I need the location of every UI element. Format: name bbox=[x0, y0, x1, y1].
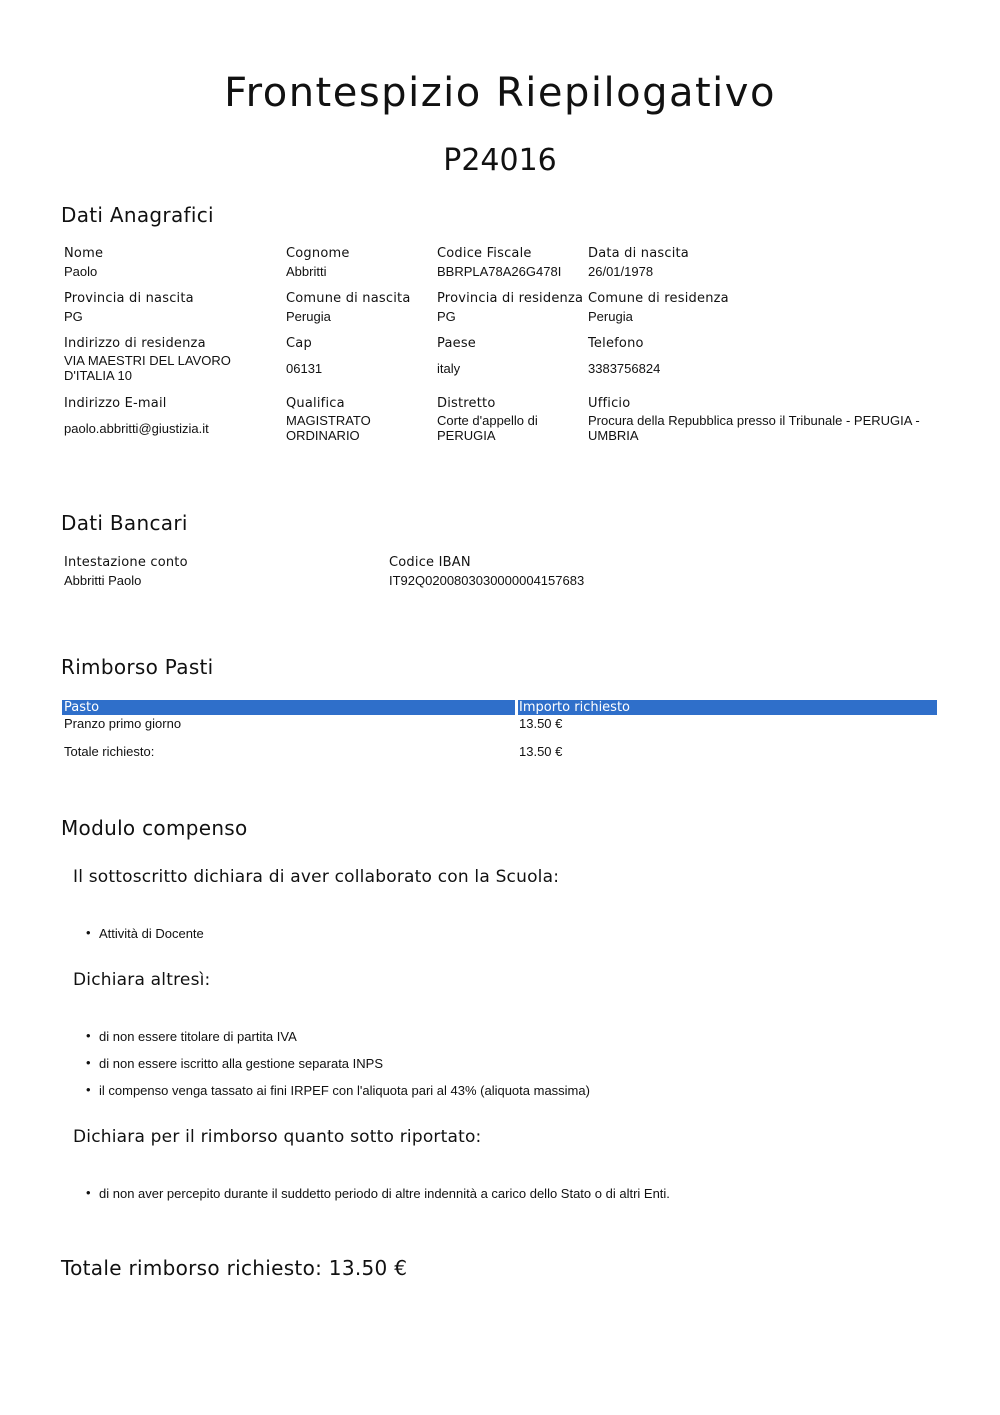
refund-heading: Dichiara per il rimborso quanto sotto riportato: bbox=[73, 1127, 482, 1147]
field-value: VIA MAESTRI DEL LAVORO D'ITALIA 10 bbox=[64, 353, 231, 383]
field-qualifica bbox=[286, 396, 426, 443]
field-provincia-nascita bbox=[64, 291, 274, 324]
field-value: 26/01/1978 bbox=[588, 264, 654, 279]
field-distretto bbox=[437, 396, 577, 443]
field-label: Data di nascita bbox=[588, 246, 689, 261]
field-value: 3383756824 bbox=[588, 361, 661, 376]
field-value: italy bbox=[437, 361, 461, 376]
field-value: Corte d'appello di PERUGIA bbox=[437, 413, 538, 443]
field-label: Provincia di nascita bbox=[64, 291, 194, 306]
field-ufficio bbox=[588, 396, 928, 443]
column-header-importo: Importo richiesto bbox=[519, 700, 631, 715]
document-title: Frontespizio Riepilogativo bbox=[224, 70, 776, 116]
section-title-modulo: Modulo compenso bbox=[61, 816, 248, 840]
section-title-anagrafici: Dati Anagrafici bbox=[61, 203, 214, 227]
table-total-value: 13.50 € bbox=[519, 744, 563, 759]
field-label: Indirizzo di residenza bbox=[64, 336, 206, 351]
section-title-bancari: Dati Bancari bbox=[61, 511, 188, 535]
field-value: MAGISTRATO ORDINARIO bbox=[286, 413, 371, 443]
field-telefono bbox=[588, 336, 928, 376]
field-label: Codice IBAN bbox=[389, 555, 471, 570]
field-comune-nascita bbox=[286, 291, 426, 324]
field-cap bbox=[286, 336, 426, 376]
field-value: Perugia bbox=[588, 309, 633, 324]
field-label: Cap bbox=[286, 336, 312, 351]
field-label: Codice Fiscale bbox=[437, 246, 532, 261]
bullet-icon: • bbox=[86, 1082, 91, 1097]
intro-text: Il sottoscritto dichiara di aver collaborato con la Scuola: bbox=[73, 867, 560, 887]
field-paese bbox=[437, 336, 577, 376]
field-value: Perugia bbox=[286, 309, 331, 324]
field-cognome bbox=[286, 246, 426, 279]
total-refund: Totale rimborso richiesto: 13.50 € bbox=[61, 1256, 408, 1280]
field-value: Abbritti bbox=[286, 264, 327, 279]
field-label: Comune di residenza bbox=[588, 291, 729, 306]
field-label: Ufficio bbox=[588, 396, 631, 411]
field-nome bbox=[64, 246, 274, 279]
field-label: Comune di nascita bbox=[286, 291, 411, 306]
field-value: Abbritti Paolo bbox=[64, 573, 142, 588]
field-indirizzo-residenza bbox=[64, 336, 274, 383]
field-iban bbox=[389, 555, 789, 588]
field-label: Nome bbox=[64, 246, 104, 261]
field-codice-fiscale bbox=[437, 246, 577, 279]
table-cell-importo: 13.50 € bbox=[519, 716, 563, 731]
field-label: Telefono bbox=[588, 336, 644, 351]
column-divider bbox=[515, 700, 518, 715]
bullet-icon: • bbox=[86, 925, 91, 940]
table-header bbox=[62, 700, 937, 715]
bullet-icon: • bbox=[86, 1028, 91, 1043]
field-value: Procura della Repubblica presso il Tribunale - PERUGIA - UMBRIA bbox=[588, 413, 920, 443]
column-header-pasto: Pasto bbox=[64, 700, 100, 715]
field-label: Indirizzo E-mail bbox=[64, 396, 167, 411]
field-value: PG bbox=[64, 309, 83, 324]
field-provincia-residenza bbox=[437, 291, 587, 324]
field-label: Intestazione conto bbox=[64, 555, 188, 570]
field-label: Provincia di residenza bbox=[437, 291, 584, 306]
table-cell-pasto: Pranzo primo giorno bbox=[64, 716, 182, 731]
field-comune-residenza bbox=[588, 291, 928, 324]
field-value: PG bbox=[437, 309, 456, 324]
field-label: Paese bbox=[437, 336, 476, 351]
field-data-nascita bbox=[588, 246, 928, 279]
bullet-icon: • bbox=[86, 1185, 91, 1200]
field-label: Cognome bbox=[286, 246, 350, 261]
document-code: P24016 bbox=[443, 143, 557, 178]
field-label: Distretto bbox=[437, 396, 496, 411]
field-value: 06131 bbox=[286, 361, 323, 376]
field-label: Qualifica bbox=[286, 396, 345, 411]
bullet-icon: • bbox=[86, 1055, 91, 1070]
also-heading: Dichiara altresì: bbox=[73, 970, 211, 990]
field-value: IT92Q0200803030000004157683 bbox=[389, 573, 585, 588]
field-intestazione-conto bbox=[64, 555, 364, 588]
field-value: paolo.abbritti@giustizia.it bbox=[64, 421, 209, 436]
field-email bbox=[64, 396, 274, 436]
field-value: Paolo bbox=[64, 264, 98, 279]
section-title-pasti: Rimborso Pasti bbox=[61, 655, 214, 679]
table-total-label: Totale richiesto: bbox=[64, 744, 155, 759]
field-value: BBRPLA78A26G478I bbox=[437, 264, 562, 279]
